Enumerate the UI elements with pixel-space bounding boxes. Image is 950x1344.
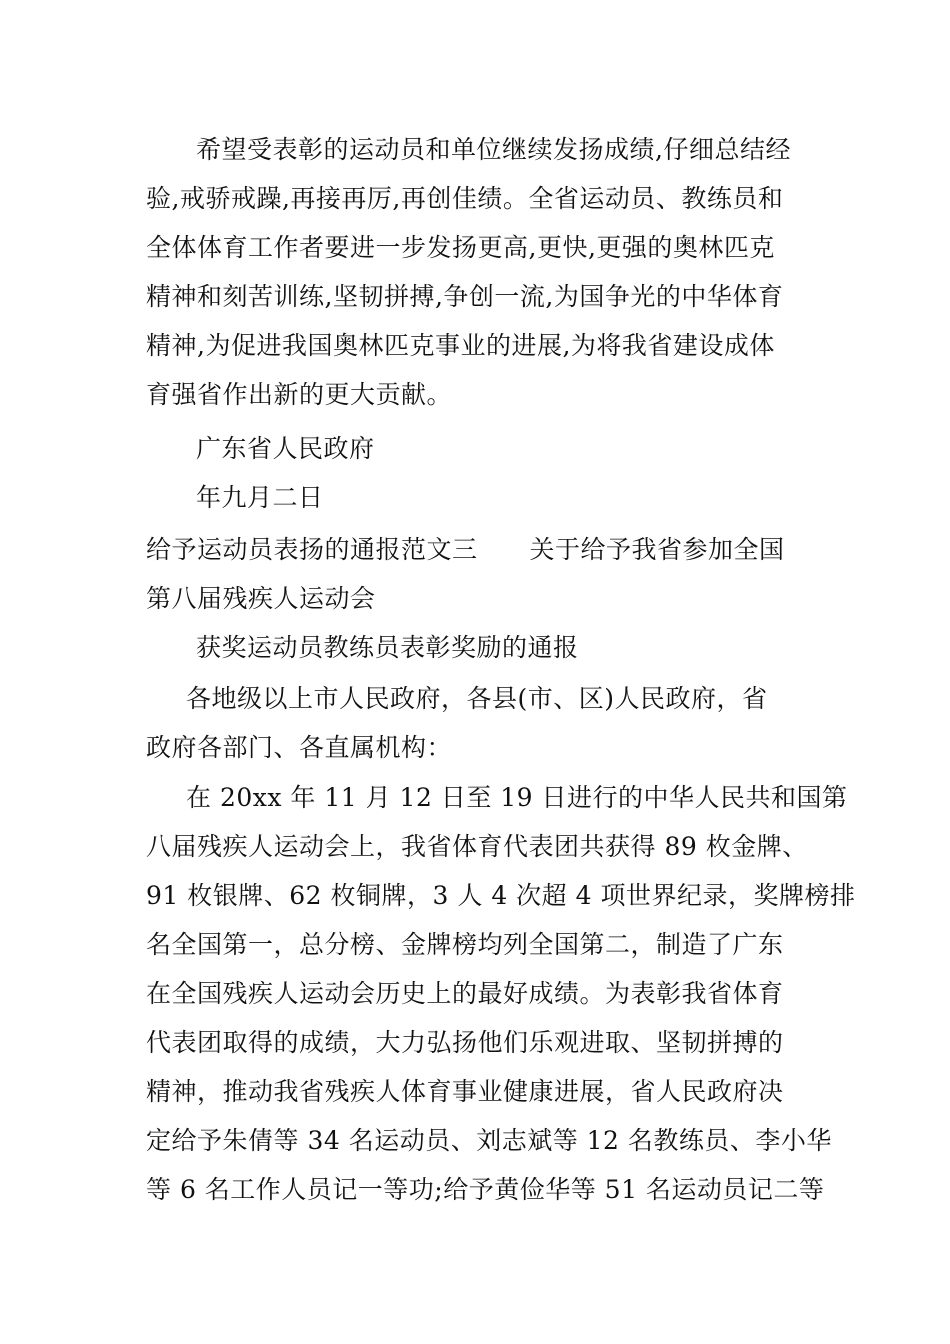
- body-paragraph: [146, 773, 856, 1214]
- heading-line-2: 第八届残疾人运动会: [146, 584, 376, 613]
- text-line: 精神和刻苦训练,坚韧拼搏,争创一流,为国争光的中华体育: [146, 282, 784, 311]
- heading-line-1: [146, 525, 810, 574]
- text-line: 名全国第一，总分榜、金牌榜均列全国第二，制造了广东: [146, 930, 784, 959]
- text-line: 希望受表彰的运动员和单位继续发扬成绩,仔细总结经: [196, 135, 791, 164]
- signature-block: [146, 424, 810, 522]
- signature-org: 广东省人民政府: [196, 434, 375, 463]
- text-line: 验,戒骄戒躁,再接再厉,再创佳绩。全省运动员、教练员和: [146, 184, 784, 213]
- text-line: 定给予朱倩等 34 名运动员、刘志斌等 12 名教练员、李小华: [146, 1126, 832, 1155]
- heading-title-part-b: 关于给予我省参加全国: [529, 535, 785, 564]
- notice-heading: [146, 525, 810, 672]
- signature-date: 年九月二日: [196, 483, 324, 512]
- text-line: 八届残疾人运动会上，我省体育代表团共获得 89 枚金牌、: [146, 832, 808, 861]
- text-line: 在 20xx 年 11 月 12 日至 19 日进行的中华人民共和国第: [186, 783, 848, 812]
- text-line: 育强省作出新的更大贡献。: [146, 380, 453, 409]
- heading-line-3: 获奖运动员教练员表彰奖励的通报: [196, 633, 579, 662]
- addressee-block: [146, 674, 810, 772]
- text-line: 在全国残疾人运动会历史上的最好成绩。为表彰我省体育: [146, 979, 784, 1008]
- text-line: 精神,为促进我国奥林匹克事业的进展,为将我省建设成体: [146, 331, 775, 360]
- addressee-line: 各地级以上市人民政府，各县(市、区)人民政府，省: [186, 684, 768, 713]
- text-line: 全体体育工作者要进一步发扬更高,更快,更强的奥林匹克: [146, 233, 775, 262]
- text-line: 91 枚银牌、62 枚铜牌，3 人 4 次超 4 项世界纪录，奖牌榜排: [146, 881, 856, 910]
- closing-paragraph: [146, 125, 810, 419]
- text-line: 代表团取得的成绩，大力弘扬他们乐观进取、坚韧拼搏的: [146, 1028, 784, 1057]
- text-line: 等 6 名工作人员记一等功;给予黄俭华等 51 名运动员记二等: [146, 1175, 825, 1204]
- addressee-line: 政府各部门、各直属机构：: [146, 733, 453, 762]
- heading-title-part-a: 给予运动员表扬的通报范文三: [146, 535, 478, 564]
- text-line: 精神，推动我省残疾人体育事业健康进展，省人民政府决: [146, 1077, 784, 1106]
